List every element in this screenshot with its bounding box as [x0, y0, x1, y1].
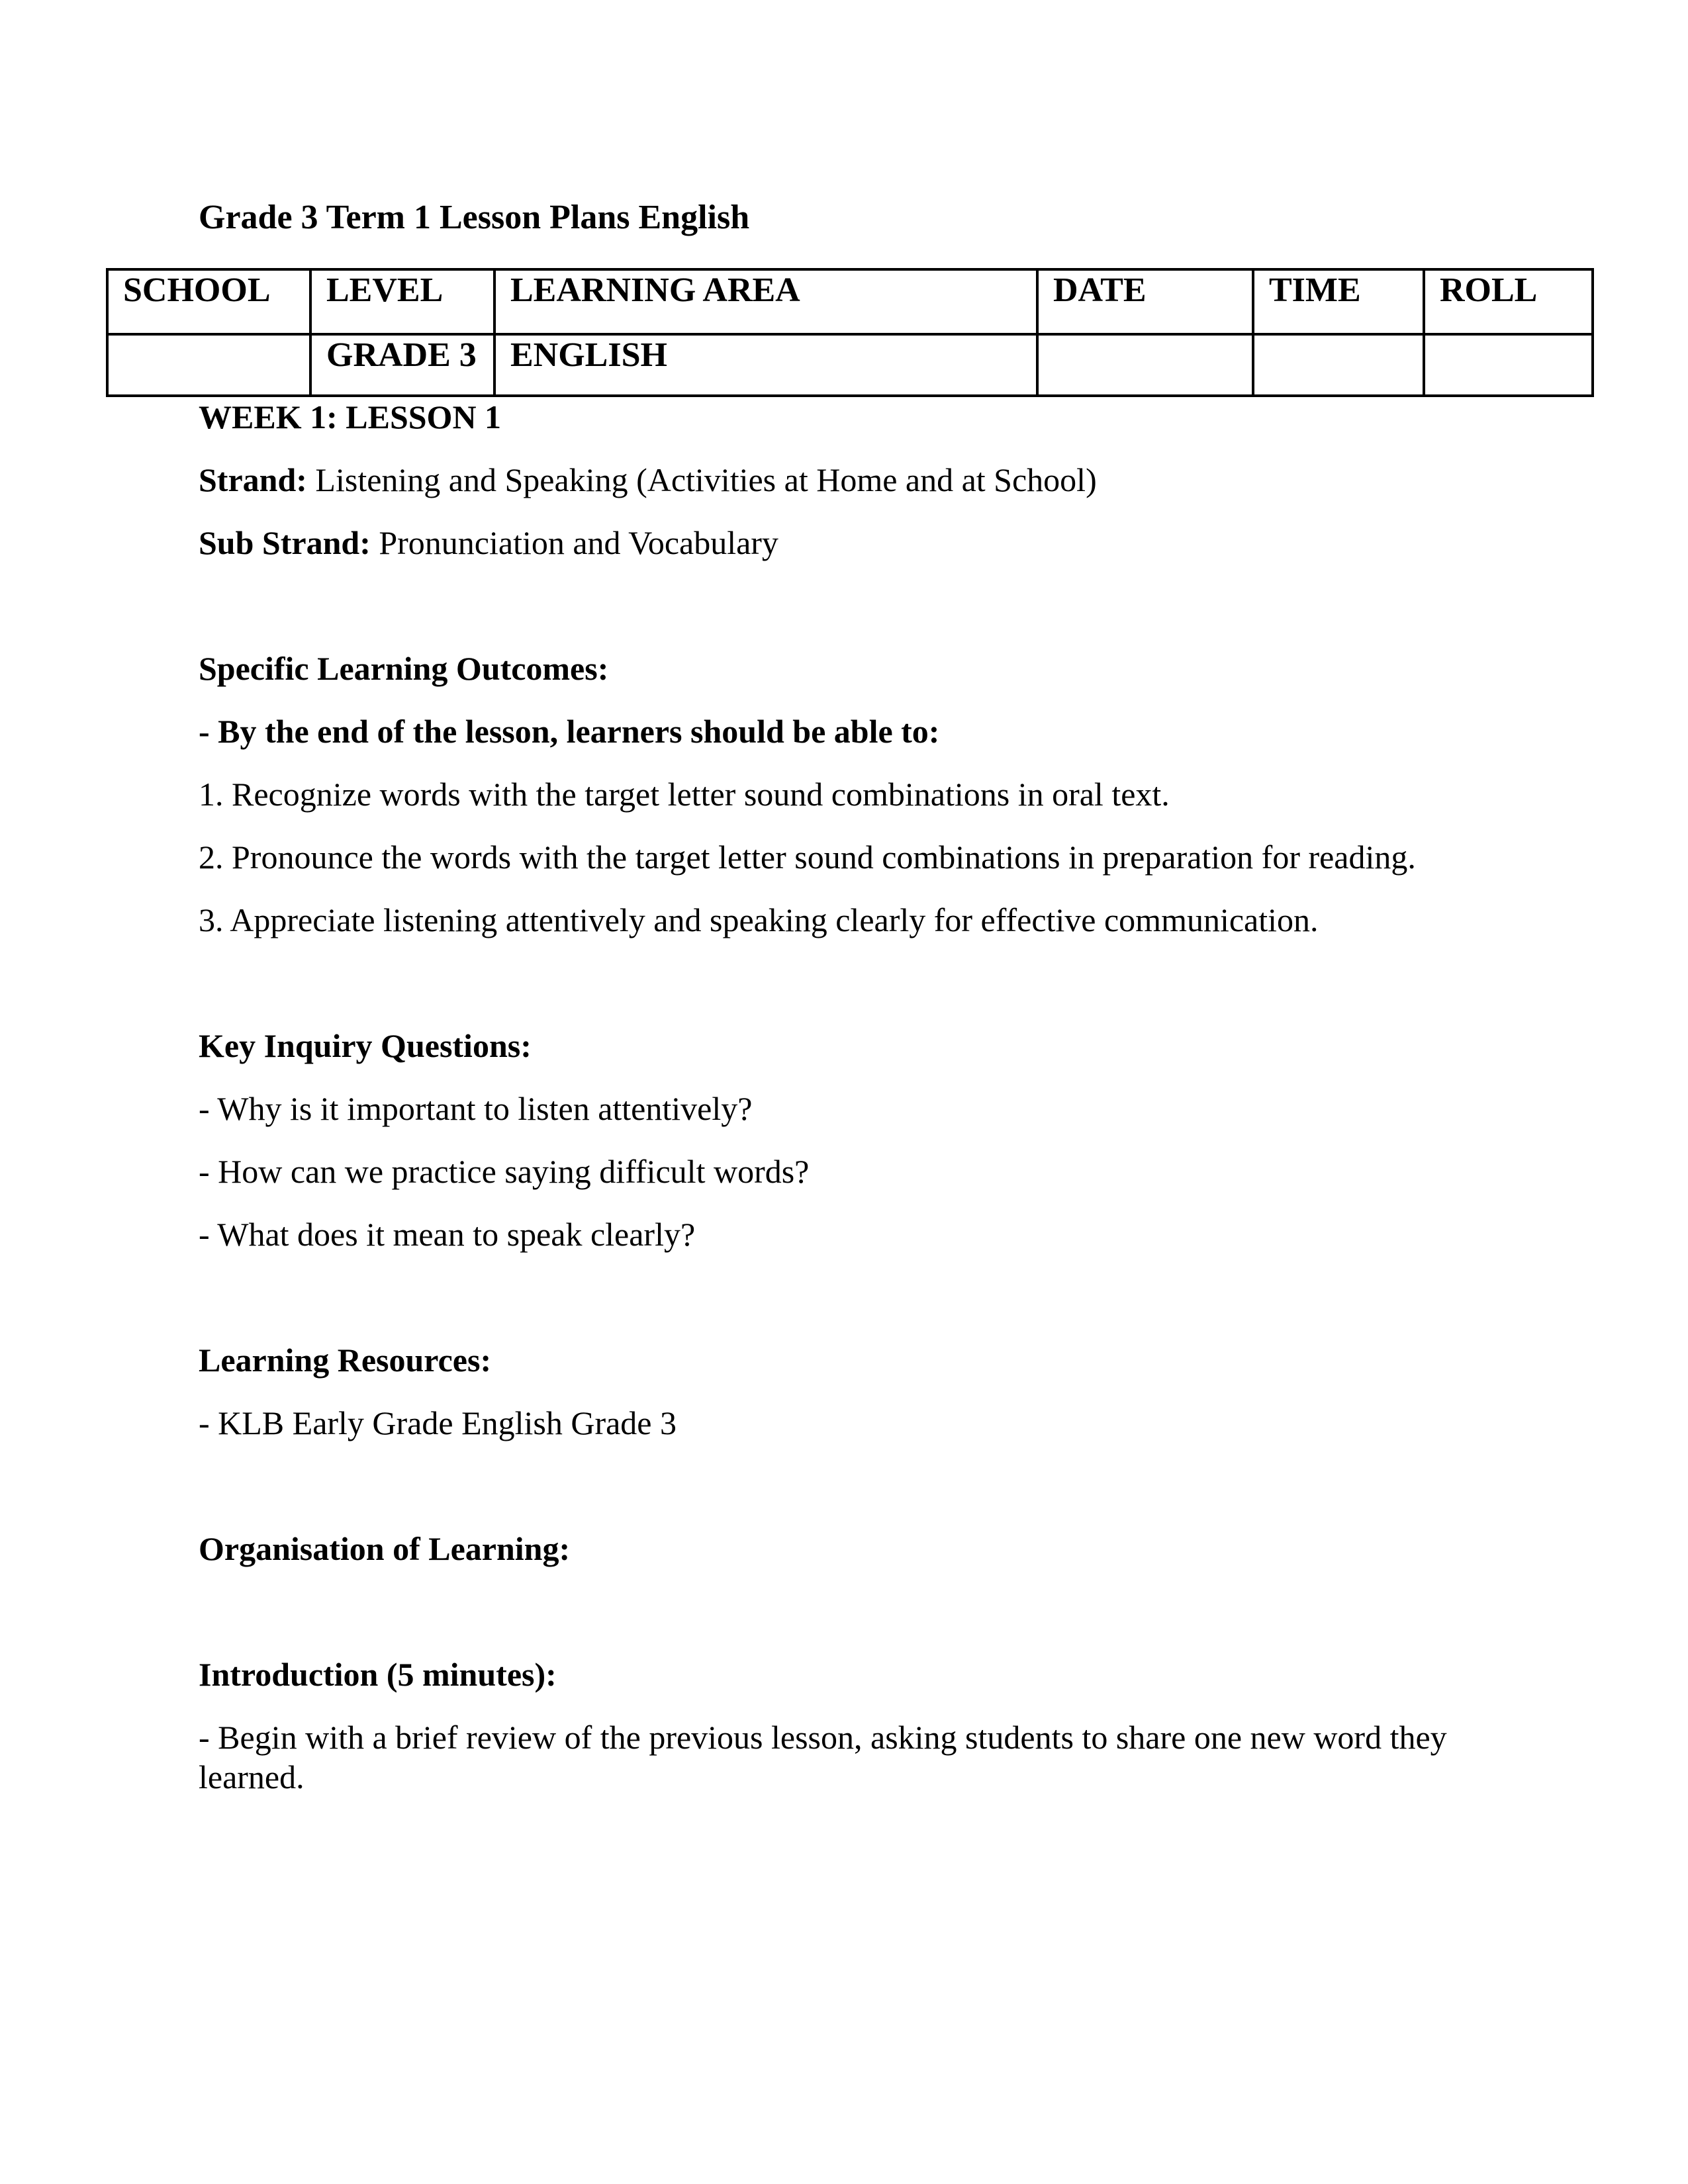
- cell-school-value: [107, 334, 310, 396]
- inquiry-question-3: - What does it mean to speak clearly?: [199, 1216, 696, 1253]
- inquiry-question-1: - Why is it important to listen attentively?: [199, 1090, 753, 1127]
- section-spacer: [199, 963, 1489, 1026]
- strand-line: [199, 460, 1489, 500]
- introduction-text: - Begin with a brief review of the previous lesson, asking students to share one new word they learned.: [199, 1719, 1447, 1796]
- resources-heading: Learning Resources:: [199, 1342, 492, 1379]
- header-school: SCHOOL: [107, 269, 310, 334]
- inquiry-question-2: - How can we practice saying difficult words?: [199, 1153, 810, 1190]
- sub-strand-value: Pronunciation and Vocabulary: [370, 524, 778, 561]
- cell-level-value: GRADE 3: [310, 334, 494, 396]
- lesson-info-table: [106, 268, 1594, 397]
- introduction-heading: Introduction (5 minutes):: [199, 1656, 557, 1693]
- sub-strand-line: [199, 523, 1489, 563]
- lesson-body: [199, 397, 1489, 1797]
- resource-item-1: - KLB Early Grade English Grade 3: [199, 1404, 677, 1441]
- outcomes-heading: Specific Learning Outcomes:: [199, 650, 609, 687]
- week-heading: WEEK 1: LESSON 1: [199, 398, 502, 435]
- strand-value: Listening and Speaking (Activities at Home and at School): [306, 461, 1097, 498]
- organisation-heading: Organisation of Learning:: [199, 1530, 571, 1567]
- header-roll: ROLL: [1424, 269, 1593, 334]
- strand-label: Strand:: [199, 461, 307, 498]
- section-spacer: [199, 1592, 1489, 1655]
- outcome-item-3: 3. Appreciate listening attentively and speaking clearly for effective communication.: [199, 901, 1319, 938]
- cell-roll-value: [1424, 334, 1593, 396]
- outcomes-intro: - By the end of the lesson, learners should be able to:: [199, 713, 940, 750]
- header-level: LEVEL: [310, 269, 494, 334]
- document-title: Grade 3 Term 1 Lesson Plans English: [199, 199, 750, 236]
- header-time: TIME: [1253, 269, 1424, 334]
- sub-strand-label: Sub Strand:: [199, 524, 371, 561]
- outcome-item-2: 2. Pronounce the words with the target letter sound combinations in preparation for reading.: [199, 839, 1416, 876]
- inquiry-heading: Key Inquiry Questions:: [199, 1027, 532, 1064]
- table-header-row: [107, 269, 1593, 334]
- cell-learning-area-value: ENGLISH: [494, 334, 1037, 396]
- section-spacer: [199, 1466, 1489, 1529]
- cell-date-value: [1037, 334, 1253, 396]
- header-date: DATE: [1037, 269, 1253, 334]
- cell-time-value: [1253, 334, 1424, 396]
- header-learning-area: LEARNING AREA: [494, 269, 1037, 334]
- outcome-item-1: 1. Recognize words with the target letter sound combinations in oral text.: [199, 776, 1170, 813]
- table-value-row: [107, 334, 1593, 396]
- section-spacer: [199, 586, 1489, 649]
- section-spacer: [199, 1277, 1489, 1340]
